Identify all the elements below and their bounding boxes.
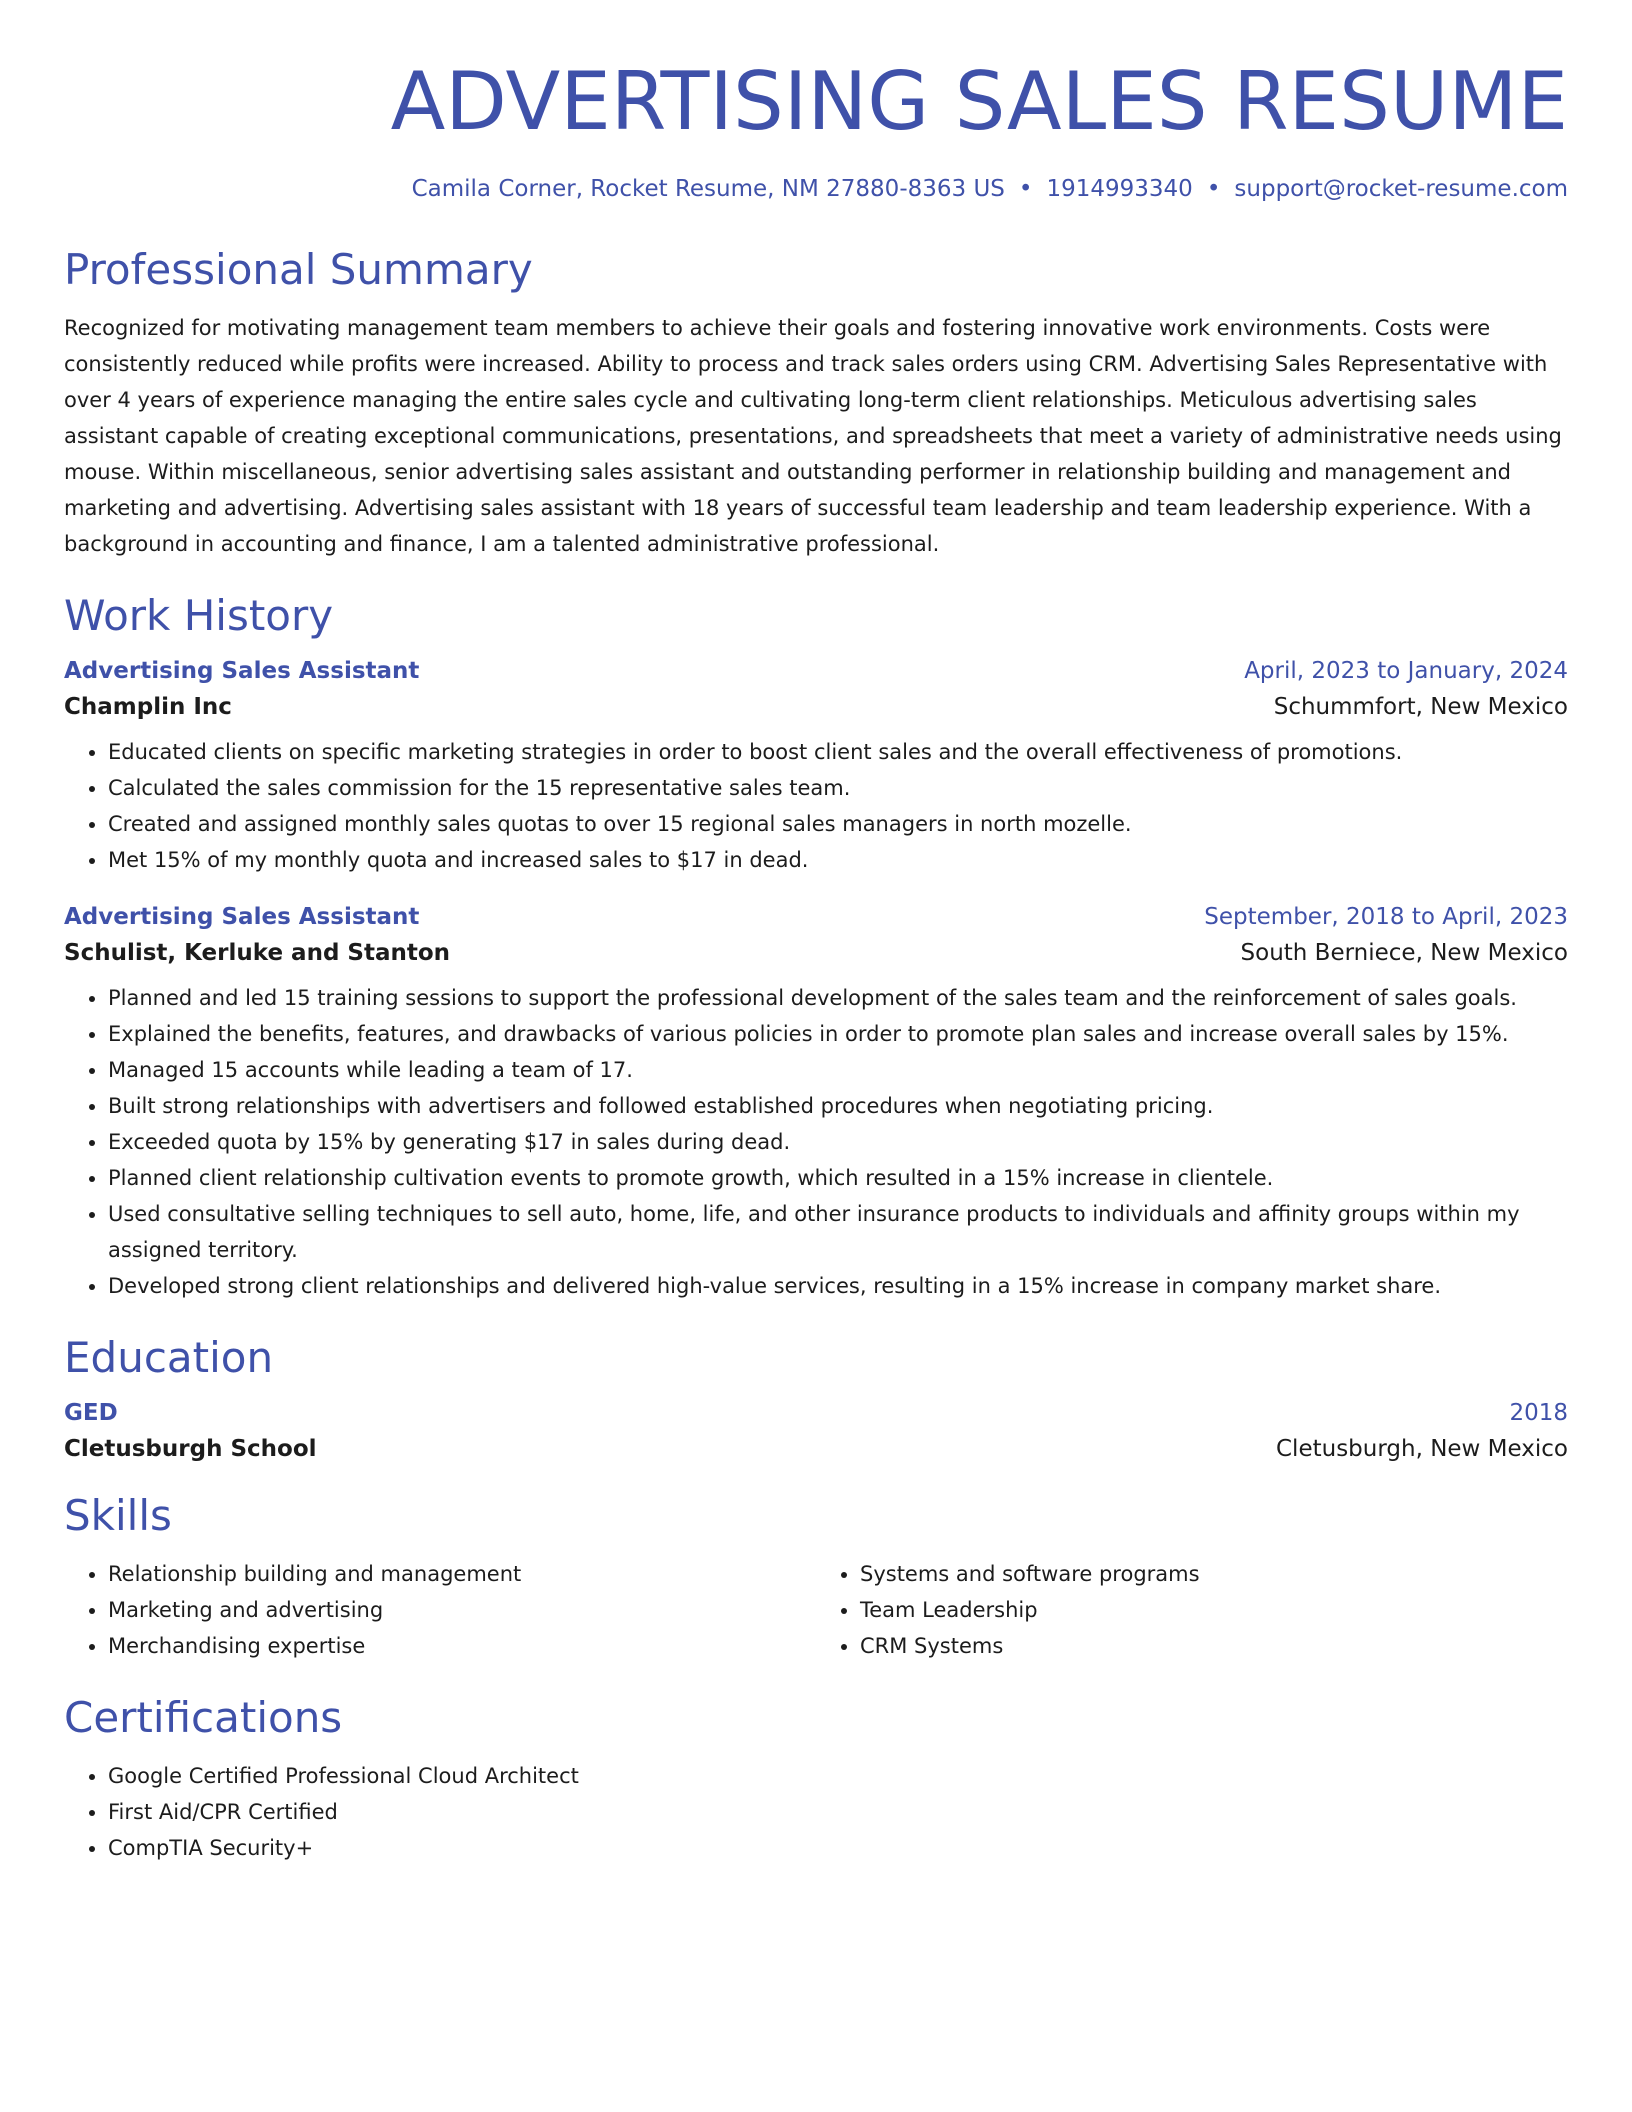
work-history-heading: Work History [64, 591, 334, 640]
job-entry [64, 904, 1568, 1304]
resume-title: ADVERTISING SALES RESUME [390, 55, 1568, 148]
job-location: Schummfort, New Mexico [1273, 694, 1568, 720]
skills-grid [64, 1556, 1568, 1664]
list-item: • Met 15% of my monthly quota and increased sales to $17 in dead. [108, 842, 1568, 878]
contact-separator: • [1206, 176, 1221, 202]
education-heading: Education [64, 1333, 274, 1382]
list-item: • Merchandising expertise [108, 1628, 816, 1664]
list-item: • Planned and led 15 training sessions to support the professional development of the sales team and the reinforcement of sales goals. [108, 980, 1568, 1016]
list-item: • CRM Systems [860, 1628, 1568, 1664]
list-item: • First Aid/CPR Certified [108, 1794, 1568, 1830]
list-item: • Exceeded quota by 15% by generating $17 in sales during dead. [108, 1124, 1568, 1160]
list-item: • Built strong relationships with advertisers and followed established procedures when negotiating pricing. [108, 1088, 1568, 1124]
education-year: 2018 [1509, 1400, 1568, 1426]
certifications-section [64, 1692, 1568, 1866]
list-item: • Managed 15 accounts while leading a team of 17. [108, 1052, 1568, 1088]
list-item: • Relationship building and management [108, 1556, 816, 1592]
education-entry [64, 1400, 1568, 1462]
list-item: • CompTIA Security+ [108, 1830, 1568, 1866]
list-item: • Google Certified Professional Cloud Architect [108, 1758, 1568, 1794]
list-item: • Explained the benefits, features, and drawbacks of various policies in order to promote plan sales and increase overall sales by 15%. [108, 1016, 1568, 1052]
job-location: South Berniece, New Mexico [1240, 940, 1568, 966]
list-item: • Calculated the sales commission for the 15 representative sales team. [108, 770, 1568, 806]
education-school: Cletusburgh School [64, 1436, 317, 1462]
education-degree: GED [64, 1400, 118, 1426]
certifications-heading: Certifications [64, 1693, 343, 1742]
contact-phone: 1914993340 [1046, 176, 1193, 202]
list-item: • Educated clients on specific marketing strategies in order to boost client sales and the overall effectiveness of promotions. [108, 734, 1568, 770]
contact-separator: • [1018, 176, 1033, 202]
job-dates: September, 2018 to April, 2023 [1204, 904, 1568, 930]
job-dates: April, 2023 to January, 2024 [1244, 658, 1568, 684]
education-location: Cletusburgh, New Mexico [1276, 1436, 1568, 1462]
job-bullets [64, 980, 1568, 1304]
list-item: • Developed strong client relationships and delivered high-value services, resulting in a 15% increase in company market share. [108, 1268, 1568, 1304]
contact-line [64, 176, 1568, 202]
list-item: • Planned client relationship cultivation events to promote growth, which resulted in a 15% increase in clientele. [108, 1160, 1568, 1196]
list-item: • Systems and software programs [860, 1556, 1568, 1592]
work-history-section [64, 590, 1568, 1304]
list-item: • Marketing and advertising [108, 1592, 816, 1628]
list-item: • Team Leadership [860, 1592, 1568, 1628]
job-title: Advertising Sales Assistant [64, 658, 420, 684]
job-company: Schulist, Kerluke and Stanton [64, 940, 451, 966]
job-company: Champlin Inc [64, 694, 232, 720]
certifications-list [64, 1758, 1568, 1866]
list-item: • Used consultative selling techniques to sell auto, home, life, and other insurance products to individuals and affinity groups within my assigned territory. [108, 1196, 1568, 1268]
contact-address: Camila Corner, Rocket Resume, NM 27880-8363 US [411, 176, 1005, 202]
job-title: Advertising Sales Assistant [64, 904, 420, 930]
job-bullets [64, 734, 1568, 878]
skills-list-left [64, 1556, 816, 1664]
skills-heading: Skills [64, 1491, 172, 1540]
job-entry [64, 658, 1568, 878]
list-item: • Created and assigned monthly sales quotas to over 15 regional sales managers in north mozelle. [108, 806, 1568, 842]
summary-text: Recognized for motivating management team members to achieve their goals and fostering innovative work environments. Costs were consistently reduced while profits were increased. Ability to process and track sales orders using CRM. Advertising Sales Representative with over 4 years of experience managing the entire sales cycle and cultivating long-term client relationships. Meticulous advertising sales assistant capable of creating exceptional communications, presentations, and spreadsheets that meet a variety of administrative needs using mouse. Within miscellaneous, senior advertising sales assistant and outstanding performer in relationship building and management and marketing and advertising. Advertising sales assistant with 18 years of successful team leadership and team leadership experience. With a background in accounting and finance, I am a talented administrative professional. [64, 316, 1562, 556]
skills-section [64, 1490, 1568, 1664]
contact-email[interactable]: support@rocket-resume.com [1234, 176, 1568, 202]
education-section [64, 1332, 1568, 1462]
summary-heading: Professional Summary [64, 245, 533, 294]
skills-list-right [816, 1556, 1568, 1664]
